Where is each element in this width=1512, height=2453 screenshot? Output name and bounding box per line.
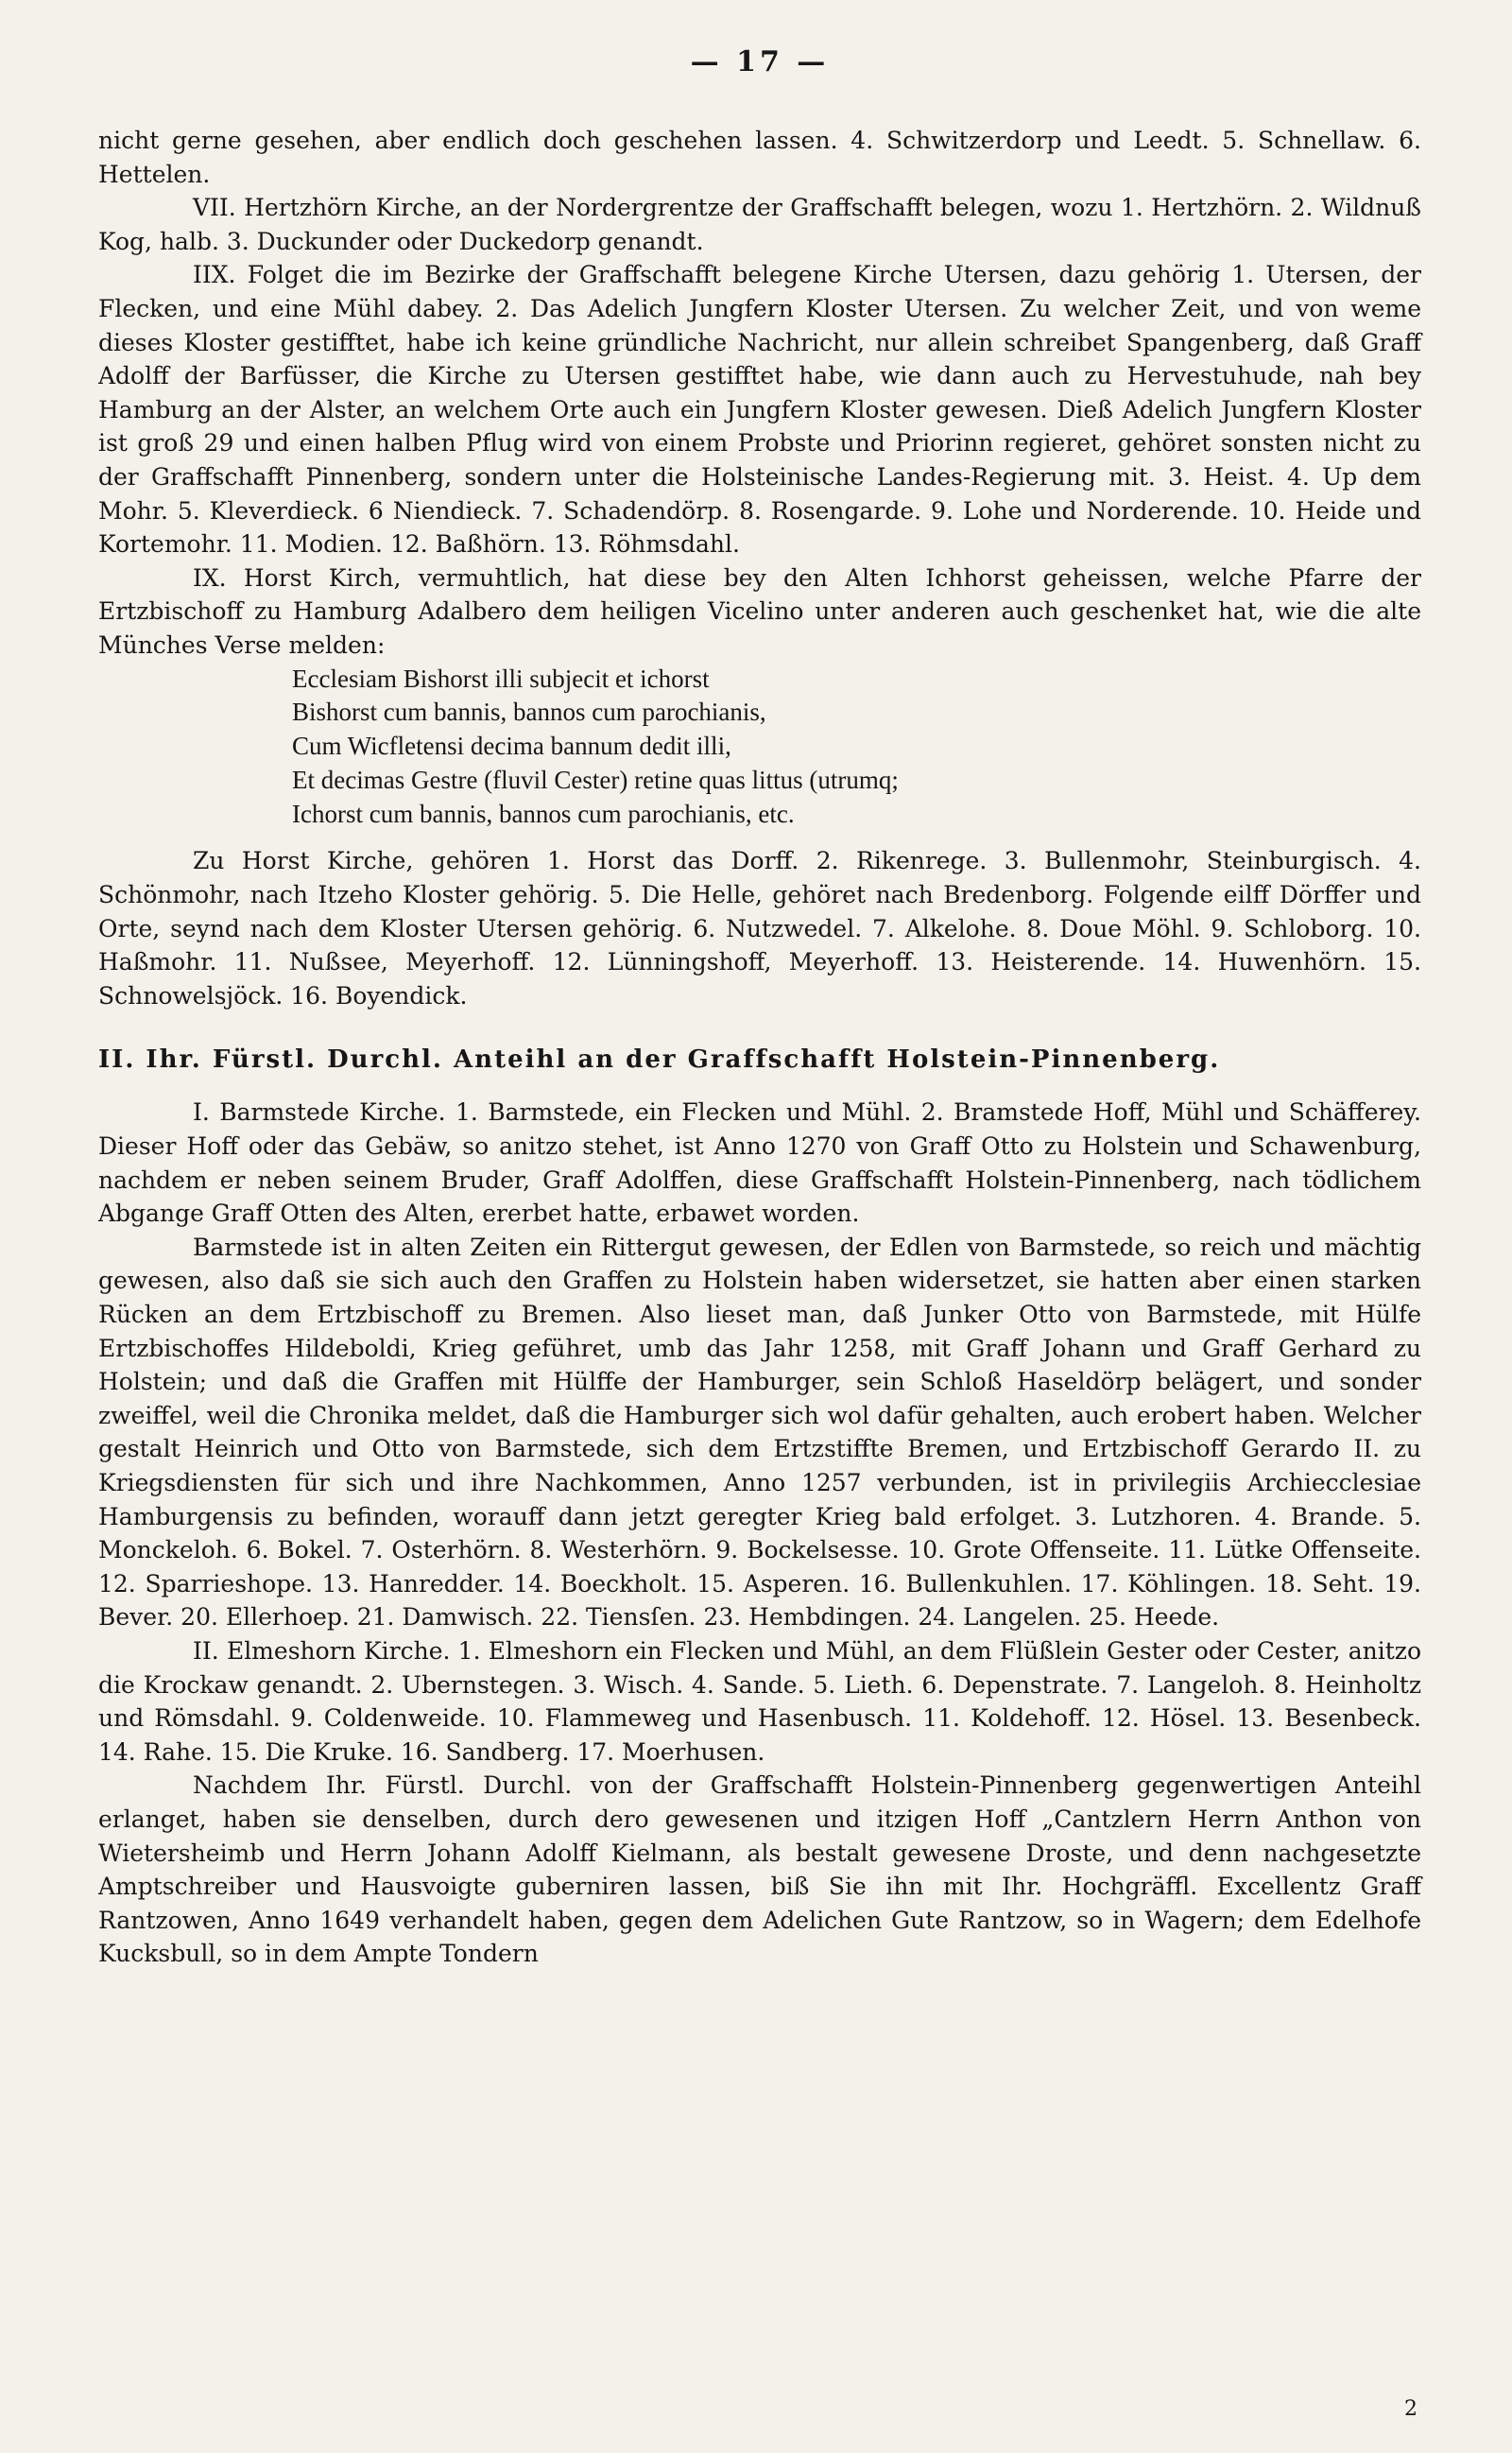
- paragraph-barmstede-kirche: I. Barmstede Kirche. 1. Barmstede, ein Flecken und Mühl. 2. Bramstede Hoff, Mühl und Schäfferey. Dieser Hoff oder das Gebäw, so anitzo stehet, ist Anno 1270 von Graff Otto zu Holstein und Schawenburg, nachdem er neben seinem Bruder, Graff Adolffen, diese Graffschafft Holstein-Pinnenberg, nach tödlichem Abgange Graff Otten des Alten, ererbet hatte, erbawet worden.: [98, 1098, 1421, 1228]
- verse-line: Et decimas Gestre (fluvil Cester) retine quas littus (utrumq;: [292, 765, 899, 794]
- paragraph-horst-list: Zu Horst Kirche, gehören 1. Horst das Dorff. 2. Rikenrege. 3. Bullenmohr, Steinburgisch. 4. Schönmohr, nach Itzeho Kloster gehörig. 5. Die Helle, gehöret nach Bredenborg. Folgende eilff Dörffer und Orte, seynd nach dem Kloster Utersen gehörig. 6. Nutzwedel. 7. Alkelohe. 8. Doue Möhl. 9. Schloborg. 10. Haßmohr. 11. Nußsee, Meyerhoff. 12. Lünningshoff, Meyerhoff. 13. Heisterende. 14. Huwenhörn. 15. Schnowelsjöck. 16. Boyendick.: [98, 847, 1421, 1010]
- section-two-heading: II. Ihr. Fürstl. Durchl. Anteihl an der Graffschafft Holstein-Pinnenberg.: [98, 1045, 1221, 1075]
- paragraph-closing: Nachdem Ihr. Fürstl. Durchl. von der Graffschafft Holstein-Pinnenberg gegenwertigen Anteihl erlanget, haben sie denselben, durch dero gewesenen und itzigen Hoff „Cantzlern Herrn Anthon von Wietersheimb und Herrn Johann Adolff Kielmann, als bestalt gewesene Droste, und denn nachgesetzte Amptschreiber und Hausvoigte guberniren lassen, biß Sie ihn mit Ihr. Hochgräffl. Excellentz Graff Rantzowen, Anno 1649 verhandelt haben, gegen dem Adelichen Gute Rantzow, so in Wagern; dem Edelhofe Kucksbull, so in dem Ampte Tondern: [98, 1771, 1421, 1968]
- opening-paragraph: nicht gerne gesehen, aber endlich doch geschehen lassen. 4. Schwitzerdorp und Leedt. 5. Schnellaw. 6. Hettelen.: [98, 127, 1421, 188]
- paragraph-iix-utersen: IIX. Folget die im Bezirke der Graffschafft belegene Kirche Utersen, dazu gehörig 1. Utersen, der Flecken, und eine Mühl dabey. 2. Das Adelich Jungfern Kloster Utersen. Zu welcher Zeit, und von weme dieses Kloster gestifftet, habe ich keine gründliche Nachricht, nur allein schreibet Spangenberg, daß Graff Adolff der Barfüsser, die Kirche zu Utersen gestifftet habe, wie dann auch zu Hervestuhude, nah bey Hamburg an der Alster, an welchem Orte auch ein Jungfern Kloster gewesen. Dieß Adelich Jungfern Kloster ist groß 29 und einen halben Pflug wird von einem Probste und Priorinn regieret, gehöret sonsten nicht zu der Graffschafft Pinnenberg, sondern unter die Holsteinische Landes-Regierung mit. 3. Heist. 4. Up dem Mohr. 5. Kleverdieck. 6 Niendieck. 7. Schadendörp. 8. Rosengarde. 9. Lohe und Norderende. 10. Heide und Kortemohr. 11. Modien. 12. Baßhörn. 13. Röhmsdahl.: [98, 261, 1421, 559]
- section-one: [98, 124, 1421, 1012]
- page-number: — 17 —: [690, 45, 830, 78]
- verse-line: Bishorst cum bannis, bannos cum parochianis,: [292, 698, 766, 727]
- paragraph-elmeshorn-kirche: II. Elmeshorn Kirche. 1. Elmeshorn ein Flecken und Mühl, an dem Flüßlein Gester oder Cester, anitzo die Krockaw genandt. 2. Ubernstegen. 3. Wisch. 4. Sande. 5. Lieth. 6. Depenstrate. 7. Langeloh. 8. Heinholtz und Römsdahl. 9. Coldenweide. 10. Flammeweg und Hasenbusch. 11. Koldehoff. 12. Hösel. 13. Besenbeck. 14. Rahe. 15. Die Kruke. 16. Sandberg. 17. Moerhusen.: [98, 1636, 1421, 1766]
- paragraph-vii-hertzhoern: VII. Hertzhörn Kirche, an der Nordergrentze der Graffschafft belegen, wozu 1. Hertzhörn. 2. Wildnuß Kog, halb. 3. Duckunder oder Duckedorp genandt.: [98, 194, 1421, 255]
- section-two: [98, 1096, 1421, 1970]
- paragraph-ix-horst: IX. Horst Kirch, vermuhtlich, hat diese bey den Alten Ichhorst geheissen, welche Pfarre der Ertzbischoff zu Hamburg Adalbero dem heiligen Vicelino unter anderen auch geschenket hat, wie die alte Münches Verse melden:: [98, 563, 1421, 659]
- verse-line: Ichorst cum bannis, bannos cum parochianis, etc.: [292, 799, 795, 828]
- latin-verse: [292, 663, 1421, 832]
- paragraph-barmstede-history: Barmstede ist in alten Zeiten ein Rittergut gewesen, der Edlen von Barmstede, so reich und mächtig gewesen, also daß sie sich auch den Graffen zu Holstein haben widersetzet, sie hatten aber einen starken Rücken an dem Ertzbischoff zu Bremen. Also lieset man, daß Junker Otto von Barmstede, mit Hülfe Ertzbischoffes Hildeboldi, Krieg geführet, umb das Jahr 1258, mit Graff Johann und Graff Gerhard zu Holstein; und daß die Graffen mit Hülffe der Hamburger, sein Schloß Haseldörp belägert, und sonder zweiffel, weil die Chronika meldet, daß die Hamburger sich wol dafür gehalten, auch erobert haben. Welcher gestalt Heinrich und Otto von Barmstede, sich dem Ertzstiffte Bremen, und Ertzbischoff Gerardo II. zu Kriegsdiensten für sich und ihre Nachkommen, Anno 1257 verbunden, ist in privilegiis Archiecclesiae Hamburgensis zu befinden, worauff dann jetzt geregter Krieg bald erfolget. 3. Lutzhoren. 4. Brande. 5. Monckeloh. 6. Bokel. 7. Osterhörn. 8. Westerhörn. 9. Bockelsesse. 10. Grote Offenseite. 11. Lütke Offenseite. 12. Sparrieshope. 13. Hanredder. 14. Boeckholt. 15. Asperen. 16. Bullenkuhlen. 17. Köhlingen. 18. Seht. 19. Bever. 20. Ellerhoep. 21. Damwisch. 22. Tiensſen. 23. Hembdingen. 24. Langelen. 25. Heede.: [98, 1233, 1421, 1632]
- signature-mark: 2: [1404, 2397, 1418, 2421]
- verse-line: Ecclesiam Bishorst illi subjecit et ichorst: [292, 664, 710, 693]
- verse-line: Cum Wicfletensi decima bannum dedit illi,: [292, 732, 731, 761]
